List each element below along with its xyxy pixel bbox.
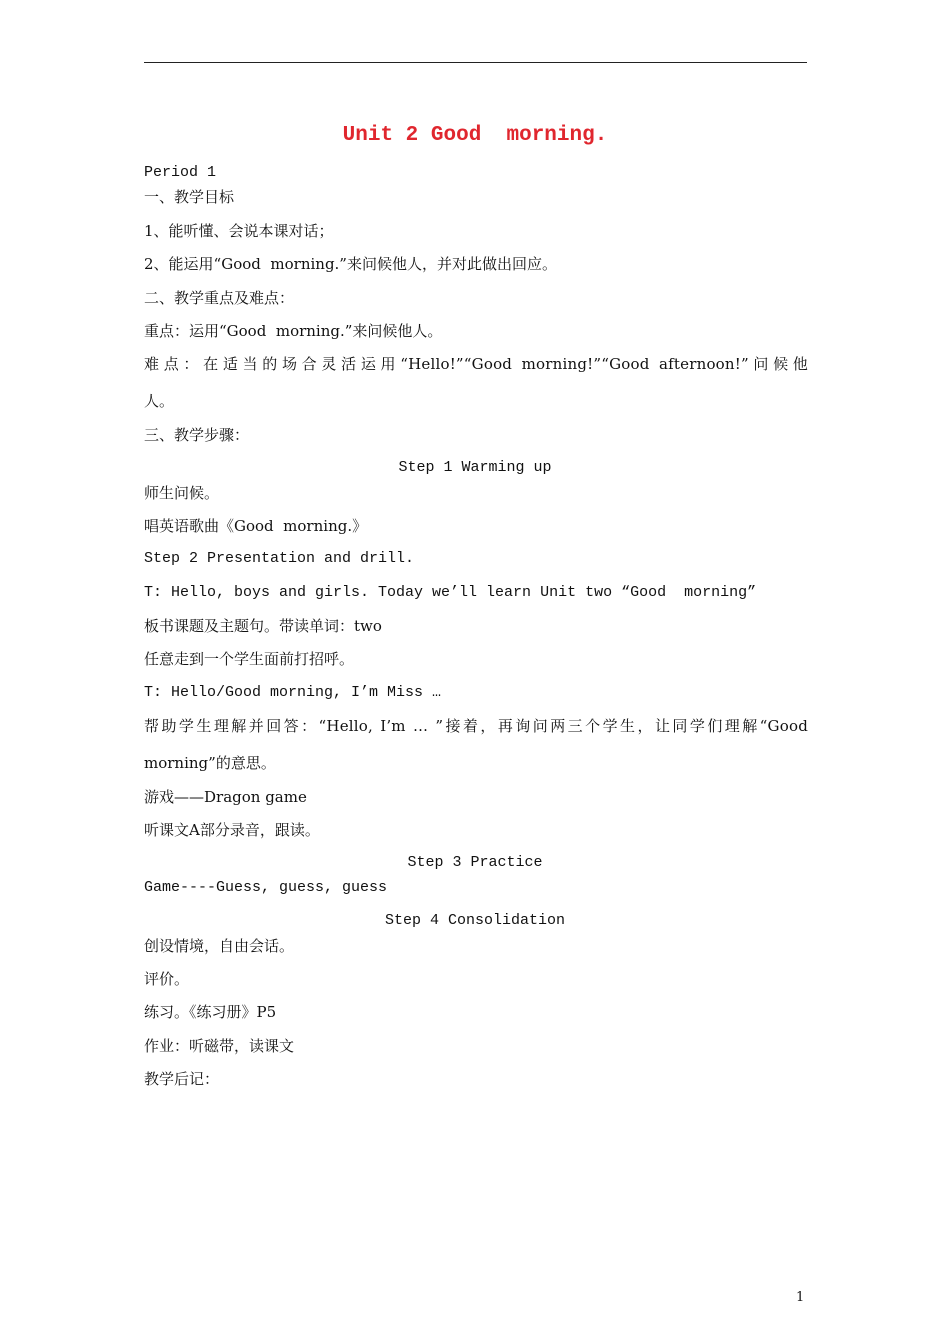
- body-line: 师生问候。: [144, 484, 220, 502]
- body-line: 评价。: [144, 970, 190, 988]
- teaching-notes-label: 教学后记：: [144, 1070, 220, 1088]
- section-heading-objectives: 一、教学目标: [144, 188, 235, 206]
- step-heading: Step 4 Consolidation: [384, 912, 566, 929]
- objective-item: 1、能听懂、会说本课对话；: [144, 222, 334, 240]
- step-heading: Step 1 Warming up: [398, 459, 552, 476]
- difficulty-line-continuation: 人。: [144, 392, 175, 410]
- body-line: 唱英语歌曲《Good morning.》: [144, 517, 368, 535]
- body-line: 听课文A部分录音，跟读。: [144, 821, 320, 839]
- homework-line: 作业：听磁带，读课文: [144, 1037, 295, 1055]
- document-title: Unit 2 Good morning.: [342, 124, 608, 147]
- body-line: 任意走到一个学生面前打招呼。: [144, 650, 355, 668]
- objective-item: 2、能运用“Good morning.”来问候他人，并对此做出回应。: [144, 255, 557, 273]
- body-line: 游戏——Dragon game: [144, 788, 307, 806]
- body-line-continuation: morning”的意思。: [144, 754, 276, 772]
- section-heading-steps: 三、教学步骤：: [144, 426, 250, 444]
- body-line: 创设情境，自由会话。: [144, 937, 295, 955]
- key-point-line: 重点：运用“Good morning.”来问候他人。: [144, 322, 443, 340]
- body-line: Game----Guess, guess, guess: [144, 879, 388, 896]
- dialogue-line: T: Hello/Good morning, I’m Miss …: [144, 684, 442, 701]
- page-number: 1: [796, 1290, 805, 1305]
- difficulty-line: 难点：在适当的场合灵活运用“Hello!”“Good morning!”“Good afternoon!”问候他: [144, 355, 808, 373]
- dialogue-line: T: Hello, boys and girls. Today we’ll learn Unit two “Good morning”: [144, 584, 757, 601]
- step-heading: Step 3 Practice: [407, 854, 543, 871]
- body-line: 帮助学生理解并回答：“Hello, I’m … ”接着，再询问两三个学生，让同学们理解“Good: [144, 717, 808, 735]
- section-heading-key-points: 二、教学重点及难点：: [144, 289, 295, 307]
- period-label: Period 1: [144, 164, 217, 181]
- header-rule: [144, 62, 807, 63]
- body-line: 板书课题及主题句。带读单词：two: [144, 617, 382, 635]
- step-heading: Step 2 Presentation and drill.: [144, 550, 415, 567]
- body-line: 练习。《练习册》P5: [144, 1003, 277, 1021]
